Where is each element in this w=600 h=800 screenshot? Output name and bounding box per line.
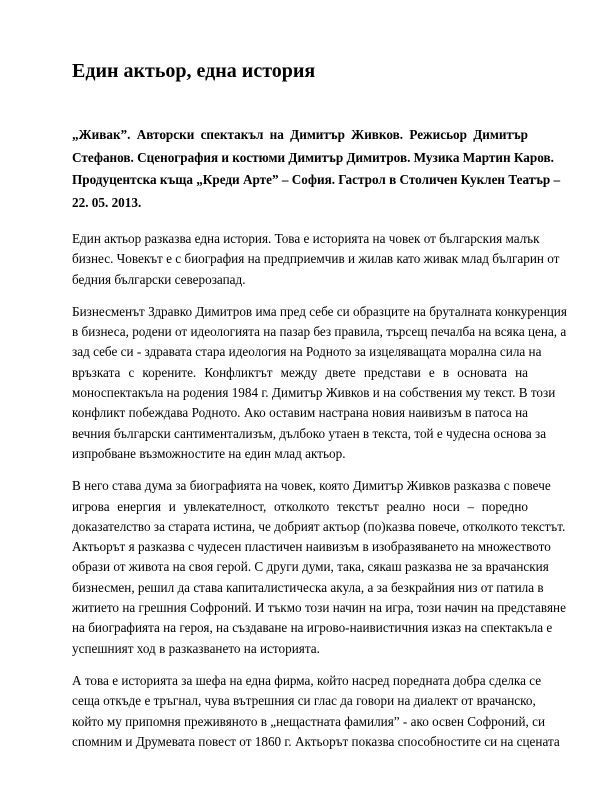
paragraph-line: игрова енергия и увлекателност, отколкото текстът реално носи – поредно	[72, 498, 528, 514]
production-credits	[72, 124, 561, 214]
credits-line: Продуцентска къща „Креди Арте” – София. Гастрол в Столичен Куклен Театър –	[72, 172, 561, 187]
paragraph-line: бизнесмен, решил да става капиталистическа акула, а за безкрайния низ от патила в	[72, 579, 544, 595]
paragraph-line: зад себе си - здравата стара идеология на Родното за изцеляващата морална сила на	[72, 344, 542, 360]
paragraph-line: успешният ход в разказването на историята.	[72, 640, 320, 656]
paragraph-line: бизнес. Човекът е с биография на предприемчив и жилав като живак млад българин от	[72, 251, 560, 267]
paragraph	[72, 671, 560, 752]
paragraph-line: Актьорът я разказва с чудесен пластичен наивизъм в изобразяването на множеството	[72, 539, 551, 555]
paragraph-line: сеща откъде е тръгнал, чува вътрешния си глас да говори на диалект от врачанско,	[72, 693, 536, 709]
paragraph	[72, 302, 567, 464]
paragraph-line: връзката с корените. Конфликтът между двете представи е в основата на	[72, 364, 528, 380]
paragraph-line: Един актьор разказва една история. Това е историята на човек от българския малък	[72, 231, 540, 246]
paragraph-line: на биографията на героя, на създаване на игрово-наивистичния изказ на спектакъла е	[72, 620, 553, 636]
paragraph-line: спомним и Друмевата повест от 1860 г. Актьорът показва способностите си на сцената	[72, 733, 560, 749]
paragraph-line: изпробване възможностите на един млад актьор.	[72, 445, 346, 461]
paragraph-line: доказателство за старата истина, че добрият актьор (по)казва повече, отколкото текстът.	[72, 518, 566, 534]
paragraph-line: който му припомня преживяното в „нещастната фамилия” - ако освен Софроний, си	[72, 713, 546, 729]
paragraph-line: вечния български сантиментализъм, дълбоко утаен в текста, той е чудесна основа за	[72, 425, 547, 441]
paragraph	[72, 229, 560, 290]
page-title: Един актьор, една история	[72, 60, 316, 82]
paragraph	[72, 476, 566, 659]
credits-line: 22. 05. 2013.	[72, 194, 142, 210]
credits-line: Стефанов. Сценография и костюми Димитър Димитров. Музика Мартин Каров.	[72, 149, 554, 165]
paragraph-line: А това е историята за шефа на една фирма, който насред поредната добра сделка се	[72, 672, 542, 688]
paragraph-line: образи от живота на своя герой. С други думи, така, сякаш разказва не за врачанския	[72, 559, 549, 575]
paragraph-line: В него става дума за биографията на човек, която Димитър Живков разказва с повече	[72, 478, 551, 494]
paragraph-line: конфликт побеждава Родното. Ако оставим настрана новия наивизъм в патоса на	[72, 405, 528, 421]
paragraph-line: моноспектакъла на родения 1984 г. Димитър Живков и на собствения му текст. В този	[72, 385, 556, 401]
paragraph-line: бедния български северозапад.	[72, 271, 246, 287]
paragraph-line: в бизнеса, родени от идеологията на пазар без правила, търсещ печалба на всяка цена, а	[72, 324, 567, 340]
article-body	[72, 229, 567, 764]
paragraph-line: житието на грешния Софроний. И тъкмо този начин на игра, този начин на представяне	[72, 600, 566, 616]
credits-line: „Живак”. Авторски спектакъл на Димитър Живков. Режисьор Димитър	[72, 127, 528, 142]
paragraph-line: Бизнесменът Здравко Димитров има пред себе си образците на бруталната конкуренция	[72, 303, 567, 319]
